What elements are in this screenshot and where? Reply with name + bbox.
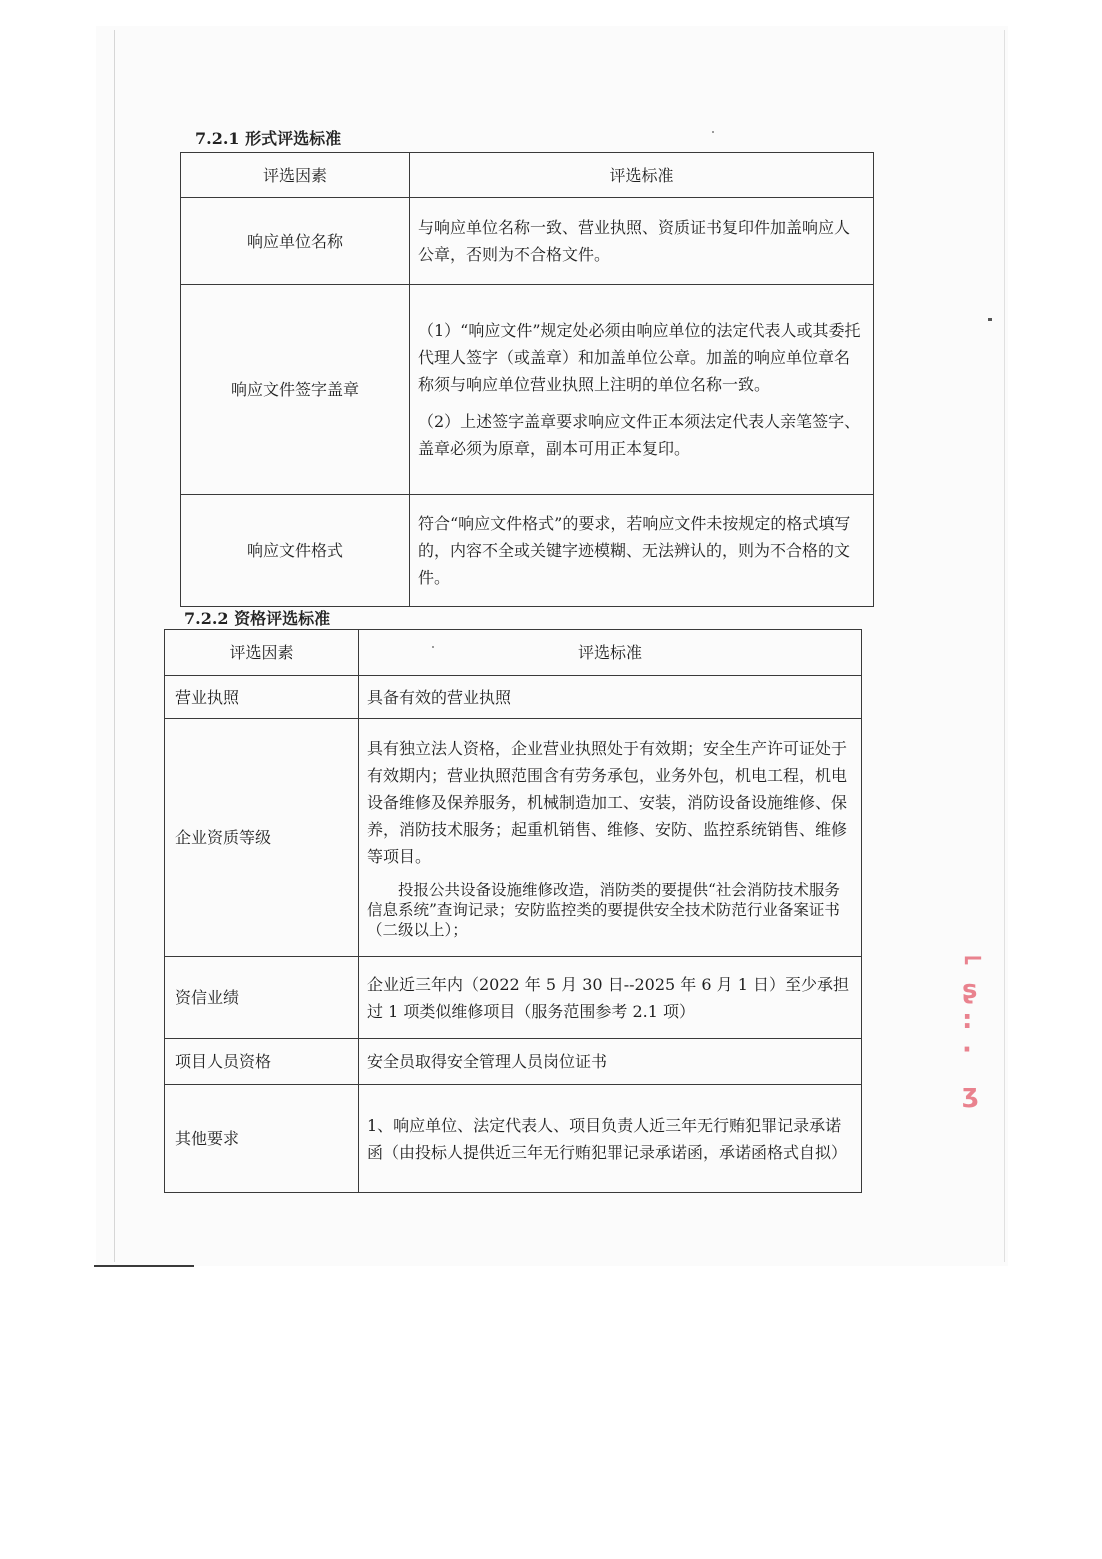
row-factor: 响应单位名称 xyxy=(181,198,410,285)
scan-edge-left xyxy=(114,30,115,1262)
criteria-text: 符合“响应文件格式”的要求，若响应文件未按规定的格式填写的，内容不全或关键字迹模糊、无法辨认的，则为不合格的文件。 xyxy=(418,514,851,587)
row-criteria xyxy=(359,676,862,719)
scan-speck xyxy=(988,318,992,321)
table-row xyxy=(165,1085,862,1193)
scan-edge-right xyxy=(1004,30,1005,1262)
criteria-text: 1、响应单位、法定代表人、项目负责人近三年无行贿犯罪记录承诺函（由投标人提供近三年无行贿犯罪记录承诺函，承诺函格式自拟） xyxy=(367,1115,848,1162)
criteria-text: （2）上述签字盖章要求响应文件正本须法定代表人亲笔签字、盖章必须为原章，副本可用正本复印。 xyxy=(418,412,861,458)
criteria-text: 安全员取得安全管理人员岗位证书 xyxy=(367,1052,608,1071)
row-factor: 其他要求 xyxy=(165,1085,359,1193)
column-header-factor: 评选因素 xyxy=(165,630,359,676)
column-header-criteria: 评选标准 xyxy=(359,630,862,676)
table-row xyxy=(165,676,862,719)
row-criteria xyxy=(410,495,874,607)
row-factor: 资信业绩 xyxy=(165,957,359,1039)
row-factor: 响应文件签字盖章 xyxy=(181,285,410,495)
table-row xyxy=(181,198,874,285)
row-factor: 企业资质等级 xyxy=(165,719,359,957)
row-criteria xyxy=(359,1039,862,1085)
criteria-text: 投报公共设备设施维修改造，消防类的要提供“社会消防技术服务信息系统”查询记录；安防监控类的要提供安全技术防范行业备案证书（二级以上）； xyxy=(367,881,840,939)
qualification-criteria-table xyxy=(164,629,862,1193)
criteria-text: 具有独立法人资格，企业营业执照处于有效期；安全生产许可证处于有效期内；营业执照范围含有劳务承包，业务外包，机电工程，机电设备维修及保养服务，机械制造加工、安装，消防设备设施维修、保养，消防技术服务；起重机销售、维修、安防、监控系统销售、维修等项目。 xyxy=(367,739,848,866)
section-title-7-2-1: 7.2.1 形式评选标准 xyxy=(195,129,342,148)
row-criteria xyxy=(359,719,862,957)
form-criteria-table xyxy=(180,152,874,607)
row-factor: 项目人员资格 xyxy=(165,1039,359,1085)
column-header-factor: 评选因素 xyxy=(181,153,410,198)
criteria-text: 企业近三年内（2022 年 5 月 30 日--2025 年 6 月 1 日）至少承担过 1 项类似维修项目（服务范围参考 2.1 项） xyxy=(367,974,850,1021)
column-header-criteria: 评选标准 xyxy=(410,153,874,198)
criteria-text: 与响应单位名称一致、营业执照、资质证书复印件加盖响应人公章，否则为不合格文件。 xyxy=(418,218,851,264)
criteria-text: 具备有效的营业执照 xyxy=(367,687,512,707)
table-header-row xyxy=(165,630,862,676)
scan-bottom-line xyxy=(94,1265,194,1267)
table-header-row xyxy=(181,153,874,198)
row-criteria xyxy=(410,285,874,495)
section-title-7-2-2: 7.2.2 资格评选标准 xyxy=(184,609,331,628)
stamp-partial: ⌐ ʂ : · ʒ xyxy=(962,945,984,1109)
table-row xyxy=(165,719,862,957)
table-row xyxy=(181,495,874,607)
row-criteria xyxy=(410,198,874,285)
row-criteria xyxy=(359,1085,862,1193)
row-factor: 营业执照 xyxy=(165,676,359,719)
criteria-text: （1）“响应文件”规定处必须由响应单位的法定代表人或其委托代理人签字（或盖章）和加盖单位公章。加盖的响应单位章名称须与响应单位营业执照上注明的单位名称一致。 xyxy=(418,321,861,394)
row-factor: 响应文件格式 xyxy=(181,495,410,607)
table-row xyxy=(165,957,862,1039)
scan-speck xyxy=(712,131,714,133)
table-row xyxy=(165,1039,862,1085)
table-row xyxy=(181,285,874,495)
row-criteria xyxy=(359,957,862,1039)
